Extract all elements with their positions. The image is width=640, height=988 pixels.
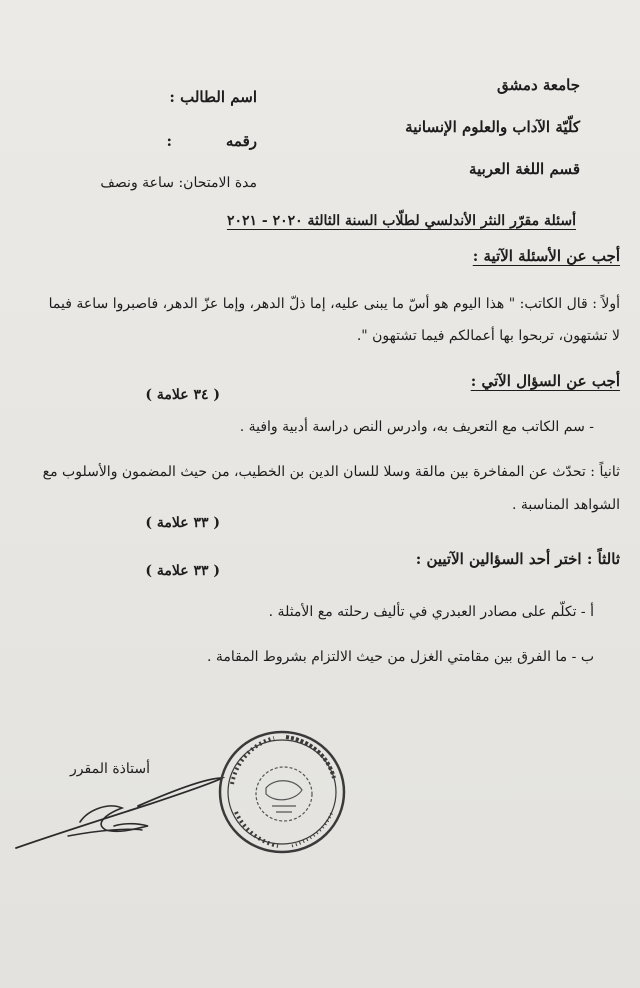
- q3-marks: ( ٣٣ علامة ): [145, 563, 220, 579]
- department-name: قسم اللغة العربية: [469, 160, 580, 178]
- signature-label: أستاذة المقرر: [70, 761, 150, 777]
- q2-line2: الشواهد المناسبة .: [511, 497, 620, 513]
- faculty-name: كلّيّة الآداب والعلوم الإنسانية: [405, 118, 580, 136]
- university-name: جامعة دمشق: [497, 76, 580, 94]
- q1-task: - سم الكاتب مع التعريف به، وادرس النص دراسة أدبية وافية .: [239, 419, 594, 435]
- q3-option-a: أ - تكلّم على مصادر العبدري في تأليف رحلته مع الأمثلة .: [268, 604, 594, 620]
- exam-title: أسئلة مقرّر النثر الأندلسي لطلّاب السنة الثالثة ٢٠٢٠ - ٢٠٢١: [226, 213, 576, 229]
- official-stamp: [216, 728, 348, 856]
- q1-sub-instruction: أجب عن السؤال الآتي :: [470, 372, 620, 390]
- q1-line1: أولاً : قال الكاتب: " هذا اليوم هو أسّ ما يبنى عليه، إما ذلّ الدهر، وإما عزّ الدهر، فاصبروا ساعة فيما: [48, 296, 620, 312]
- handwritten-signature: [10, 770, 230, 855]
- exam-duration: مدة الامتحان: ساعة ونصف: [100, 175, 257, 191]
- q2-marks: ( ٣٣ علامة ): [145, 515, 220, 531]
- q3-option-b: ب - ما الفرق بين مقامتي الغزل من حيث الالتزام بشروط المقامة .: [206, 649, 594, 665]
- instruction: أجب عن الأسئلة الآتية :: [472, 247, 620, 265]
- student-number-colon: :: [166, 132, 172, 150]
- student-name-label: اسم الطالب :: [169, 88, 257, 106]
- student-number-label: رقمه: [225, 132, 257, 150]
- q1-marks: ( ٣٤ علامة ): [145, 387, 220, 403]
- q3-heading: ثالثاً : اختر أحد السؤالين الآتيين :: [415, 550, 620, 568]
- q1-line2: لا تشتهون، تربحوا بها أعمالكم فيما تشتهون ".: [356, 328, 620, 344]
- q2-line1: ثانياً : تحدّث عن المفاخرة بين مالقة وسلا للسان الدين بن الخطيب، من حيث المضمون والأسلوب مع: [42, 464, 620, 480]
